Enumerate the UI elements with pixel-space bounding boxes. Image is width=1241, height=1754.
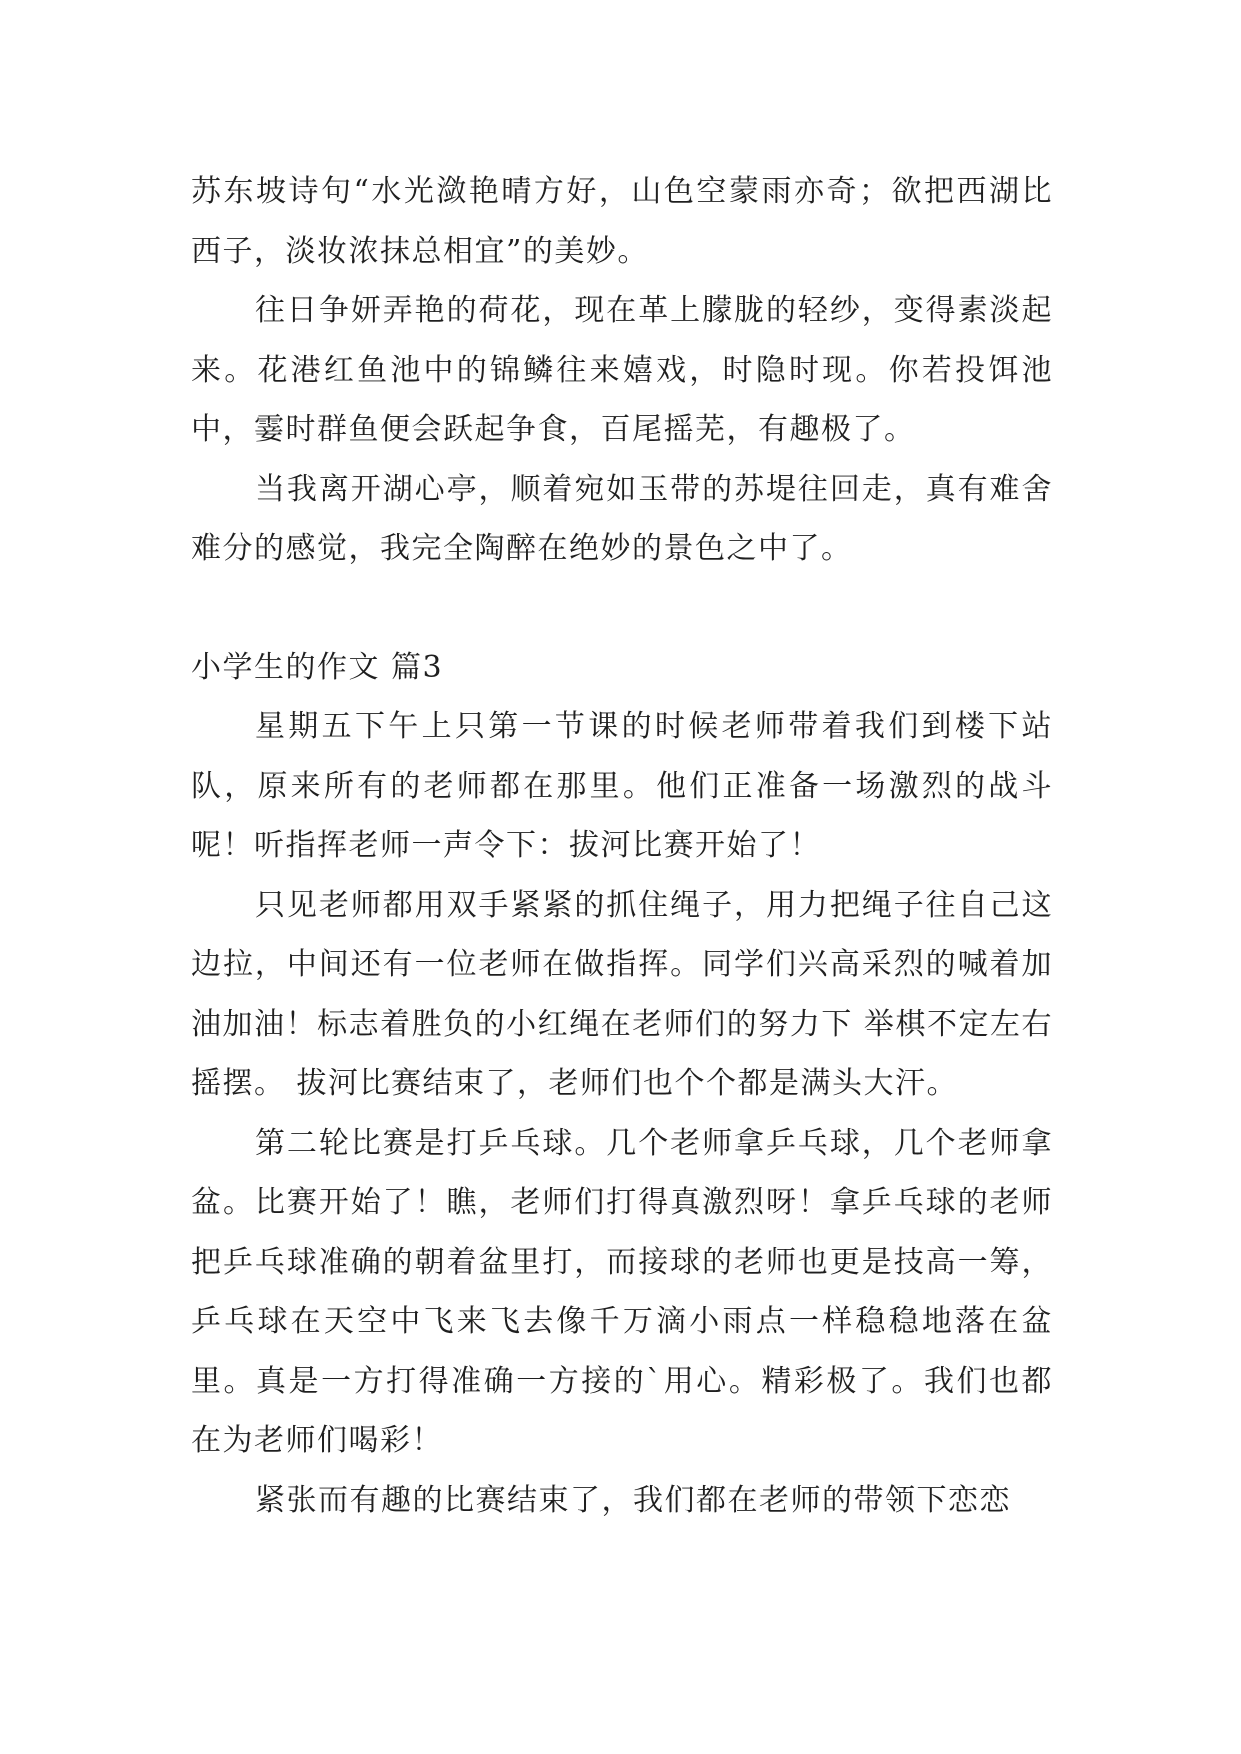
paragraph-ending: 紧张而有趣的比赛结束了，我们都在老师的带领下恋恋: [255, 1482, 1011, 1518]
paragraph-lotus: 往日争妍弄艳的荷花，现在革上朦胧的轻纱，变得素淡起来。花港红鱼池中的锦鳞往来嬉戏，时隐时现。你若投饵池中，霎时群鱼便会跃起争食，百尾摇芜，有趣极了。: [191, 293, 1053, 447]
paragraph-tug-of-war: 只见老师都用双手紧紧的抓住绳子，用力把绳子往自己这边拉，中间还有一位老师在做指挥。同学们兴高采烈的喊着加油加油！标志着胜负的小红绳在老师们的努力下 举棋不定左右摇摆。 拔河比赛结束了，老师们也个个都是满头大汗。: [191, 887, 1053, 1101]
paragraph-friday: 星期五下午上只第一节课的时候老师带着我们到楼下站队，原来所有的老师都在那里。他们正准备一场激烈的战斗呢！听指挥老师一声令下：拔河比赛开始了！: [191, 709, 1053, 863]
document-page: [191, 162, 1053, 1530]
paragraph-ping-pong: 第二轮比赛是打乒乓球。几个老师拿乒乓球，几个老师拿盆。比赛开始了！瞧，老师们打得真激烈呀！拿乒乓球的老师把乒乓球准确的朝着盆里打，而接球的老师也更是技高一筹，乒乓球在天空中飞来飞去像千万滴小雨点一样稳稳地落在盆里。真是一方打得准确一方接的`用心。精彩极了。我们也都在为老师们喝彩！: [191, 1125, 1053, 1458]
section-heading: 小学生的作文 篇3: [191, 649, 444, 685]
paragraph-poem-continuation: 苏东坡诗句“水光潋艳晴方好，山色空蒙雨亦奇；欲把西湖比西子，淡妆浓抹总相宜”的美妙。: [191, 174, 1053, 269]
paragraph-leaving: 当我离开湖心亭，顺着宛如玉带的苏堤往回走，真有难舍难分的感觉，我完全陶醉在绝妙的景色之中了。: [191, 471, 1053, 566]
